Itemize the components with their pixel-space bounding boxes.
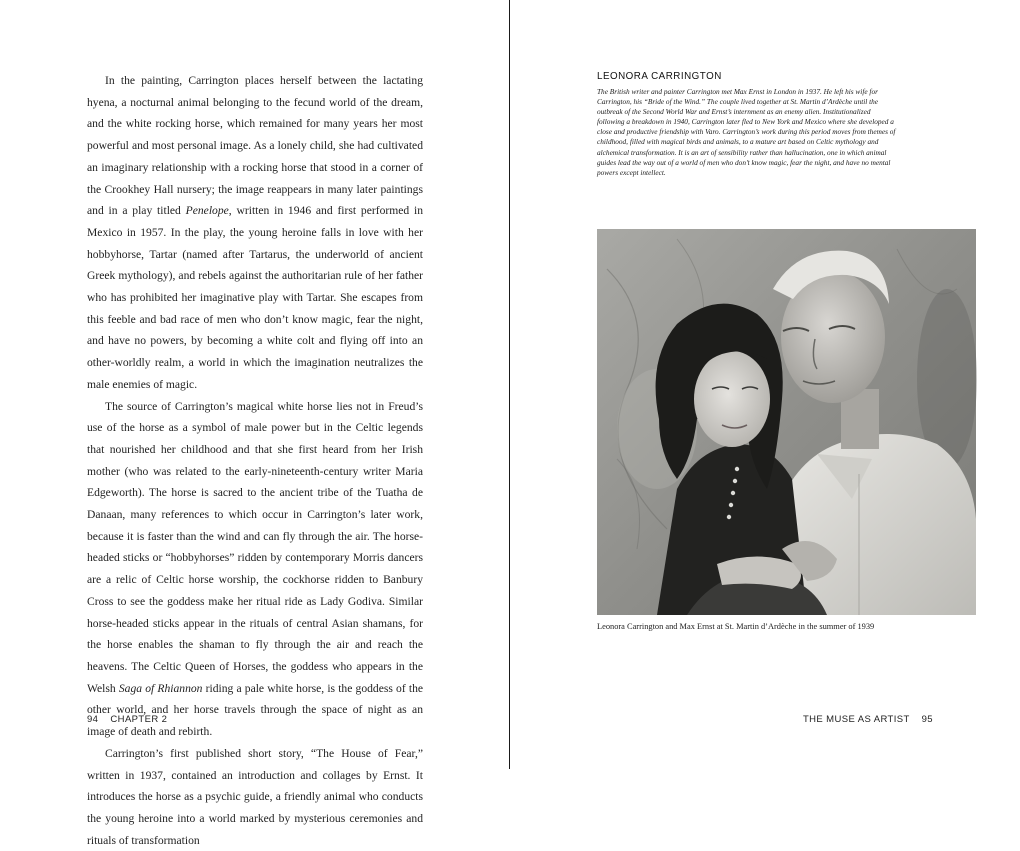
text-run: In the painting, Carrington places herself between the lactating hyena, a nocturnal animal belonging to the fecund world of the dream, and the white rocking horse, which remained for many years her most powerful and most personal image. As a lonely child, she had cultivated an imaginary relationship with a rocking horse that stood in a corner of the Crookhey Hall nursery; the image reappears in many later paintings and in a play titled xyxy=(87,74,423,218)
left-page-body-text xyxy=(87,70,423,851)
text-run: riding a pale white horse, is the goddess of the other world, and her horse travels through the space of night as an image of death and rebirth. xyxy=(87,681,424,739)
page-number-right: 95 xyxy=(921,714,933,725)
page-gutter xyxy=(509,0,510,769)
text-run: The source of Carrington’s magical white horse lies not in Freud’s use of the horse as a symbol of male power but in the Celtic legends that nourished her childhood and that she first heard from her Irish mother (who was related to the early-nineteenth-century writer Maria Edgeworth). The horse is sacred to the ancient tribe of the Tuatha de Danaan, many references to which occur in Carrington’s later work, because it is faster than the wind and can fly through the air. The horse-headed sticks or “hobbyhorses” ridden by contemporary Morris dancers are a relic of Celtic horse worship, the cockhorse ridden to Banbury Cross to see the goddess make her ritual ride as Lady Godiva. Similar horse-headed sticks appear in the rituals of central Asian shamans, for the horse enables the shaman to fly through the air and reach the heavens. The Celtic Queen of Horses, the goddess who appears in the Welsh xyxy=(87,399,423,695)
left-page-folio xyxy=(87,714,167,725)
sidebar-title: LEONORA CARRINGTON xyxy=(597,71,722,82)
text-run: , written in 1946 and first performed in Mexico in 1957. In the play, the young heroine falls in love with her hobbyhorse, Tartar (named after Tartarus, the underworld of ancient Greek mythology), and rebels against the authoritarian rule of her father who has prohibited her imaginative play with Tartar. She escapes from this feeble and bad race of men who don’t know magic, fear the night, and have no powers, by becoming a white colt and flying off into an other-worldly realm, a world in which the imagination neutralizes the male enemies of magic. xyxy=(87,204,423,391)
italic-title: Saga of Rhiannon xyxy=(118,681,203,695)
italic-title: Penelope xyxy=(185,204,229,218)
sidebar-box xyxy=(597,71,897,178)
chapter-label: CHAPTER 2 xyxy=(110,714,168,725)
page-number-left: 94 xyxy=(87,714,99,725)
text-run: Carrington’s first published short story, “The House of Fear,” written in 1937, contained an introduction and collages by Ernst. It introduces the horse as a psychic guide, a friendly animal who conducts the young heroine into a world marked by mysterious ceremonies and rituals of transformation xyxy=(87,746,423,847)
body-paragraph xyxy=(87,743,423,851)
section-label: THE MUSE AS ARTIST xyxy=(802,714,910,725)
photograph xyxy=(597,229,976,615)
photo-caption: Leonora Carrington and Max Ernst at St. Martin d’Ardèche in the summer of 1939 xyxy=(597,622,875,631)
body-paragraph xyxy=(87,70,423,396)
right-page-folio xyxy=(803,714,933,725)
body-paragraph xyxy=(87,396,423,743)
sidebar-text: The British writer and painter Carrington met Max Ernst in London in 1937. He left his wife for Carrington, his “Bride of the Wind.” The couple lived together at St. Martin d’Ardèche until the outbreak of the Second World War and Ernst’s internment as an enemy alien. Institutionalized following a breakdown in 1940, Carrington later fled to New York and Mexico where she developed a close and productive friendship with Varo. Carrington’s work during this period moves from themes of childhood, filled with magical birds and animals, to a mature art based on Celtic mythology and alchemical transformation. It is an art of sensibility rather than hallucination, one in which animal guides lead the way out of a world of men who don’t know magic, fear the night, and have no mental powers except intellect. xyxy=(597,87,896,177)
